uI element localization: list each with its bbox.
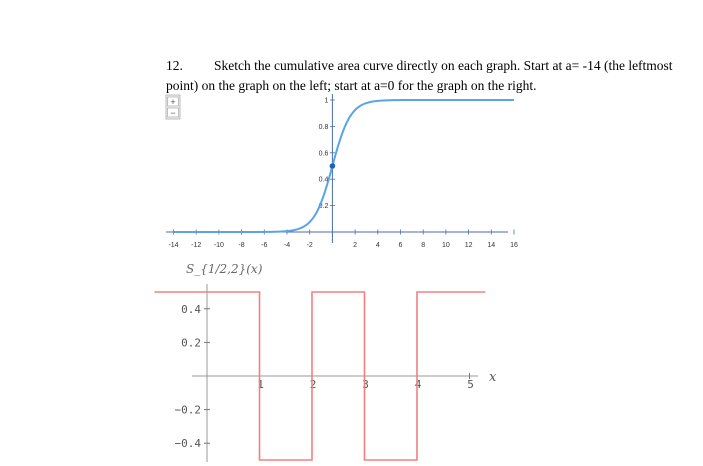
y-tick-label: 0.2 [318, 203, 329, 211]
y-tick-label: −0.2 [174, 403, 201, 417]
x-tick-label: 2 [309, 378, 317, 391]
function-label: S_{1/2,2}(x) [186, 262, 263, 276]
x-tick-label: 12 [464, 242, 473, 249]
logistic-chart [166, 94, 518, 249]
x-tick-label: -4 [283, 242, 291, 249]
zoom-widget [166, 95, 180, 119]
question-number: 12. [166, 58, 183, 73]
y-tick-label: 0.6 [318, 150, 329, 158]
x-tick-label: -12 [191, 242, 202, 249]
x-tick-label: -10 [213, 242, 224, 249]
x-tick-label: 14 [487, 242, 496, 249]
x-tick-label: 16 [510, 242, 518, 249]
x-tick-label: 1 [257, 378, 264, 391]
question-text: Sketch the cumulative area curve directly on each graph. Start at a= -14 (the leftmost point) on the graph on the left; start at a=0 for the graph on the right. [166, 58, 673, 93]
zoom-in-icon: + [170, 97, 176, 107]
x-tick-label: 3 [362, 378, 369, 391]
x-tick-label: -14 [168, 242, 179, 249]
logistic-curve [174, 97, 515, 232]
square-wave-chart [155, 262, 498, 462]
x-tick-label: 5 [467, 378, 474, 391]
x-tick-label: 8 [421, 242, 426, 249]
x-axis-label: x [489, 370, 497, 385]
x-tick-label: -8 [238, 242, 245, 249]
x-tick-label: 6 [398, 242, 403, 249]
x-tick-label: 4 [414, 378, 422, 391]
zoom-out-icon: − [170, 108, 176, 118]
y-tick-label: 0.4 [318, 176, 329, 184]
x-tick-label: -6 [261, 242, 268, 249]
x-tick-label: -2 [306, 242, 313, 249]
x-tick-label: 2 [353, 242, 358, 249]
y-tick-label: 0.4 [181, 302, 201, 316]
y-tick-label: 1 [324, 97, 329, 105]
x-tick-label: 4 [375, 242, 380, 249]
x-tick-label: 10 [442, 242, 450, 249]
y-tick-label: 0.8 [318, 123, 329, 131]
y-tick-label: 0.2 [181, 336, 201, 350]
highlight-point [330, 163, 336, 169]
y-tick-label: −0.4 [174, 437, 201, 451]
